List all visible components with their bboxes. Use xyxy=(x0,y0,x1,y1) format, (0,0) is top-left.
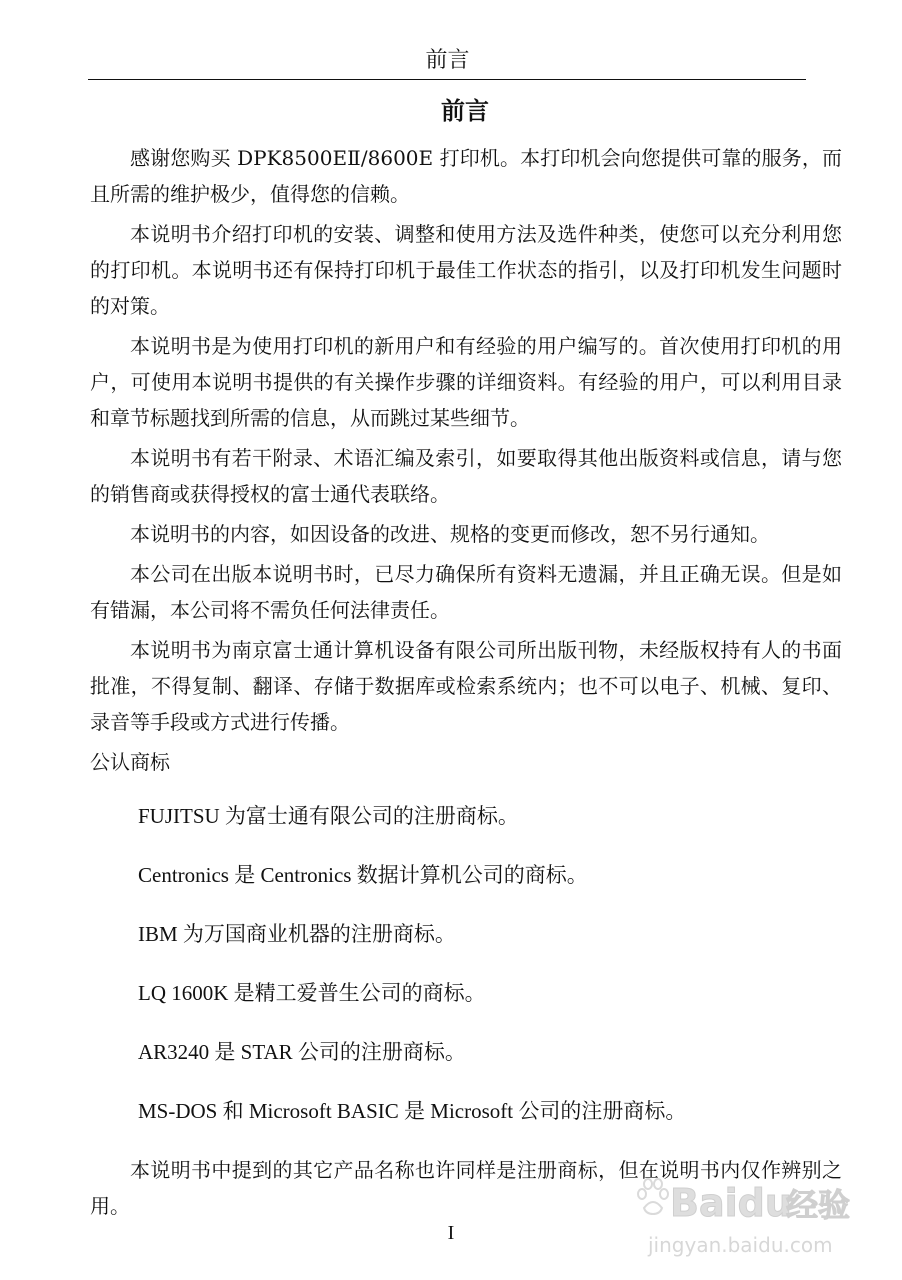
running-header: 前言 xyxy=(425,48,470,73)
watermark-brand-cn: 经验 xyxy=(786,1186,851,1224)
paragraph: 本说明书介绍打印机的安装、调整和使用方法及选件种类，使您可以充分利用您的打印机。本说明书还有保持打印机于最佳工作状态的指引，以及打印机发生问题时的对策。 xyxy=(90,222,842,318)
trademark-list xyxy=(90,798,842,1129)
trademark-item: IBM 为万国商业机器的注册商标。 xyxy=(138,922,456,946)
paragraph: 本说明书有若干附录、术语汇编及索引，如要取得其他出版资料或信息，请与您的销售商或获得授权的富士通代表联络。 xyxy=(90,446,842,506)
paragraph: 本公司在出版本说明书时，已尽力确保所有资料无遗漏，并且正确无误。但是如有错漏，本公司将不需负任何法律责任。 xyxy=(90,562,842,622)
closing-paragraph: 本说明书中提到的其它产品名称也许同样是注册商标，但在说明书内仅作辨别之用。 xyxy=(90,1158,842,1218)
baidu-jingyan-watermark xyxy=(636,1160,876,1270)
document-body xyxy=(90,140,842,1228)
paragraph: 感谢您购买 DPK8500EⅡ/8600E 打印机。本打印机会向您提供可靠的服务，而且所需的维护极少，值得您的信赖。 xyxy=(90,146,842,206)
trademark-item: Centronics 是 Centronics 数据计算机公司的商标。 xyxy=(138,863,588,887)
paragraph: 本说明书是为使用打印机的新用户和有经验的用户编写的。首次使用打印机的用户，可使用本说明书提供的有关操作步骤的详细资料。有经验的用户，可以利用目录和章节标题找到所需的信息，从而跳过某些细节。 xyxy=(90,334,842,430)
page-number: I xyxy=(447,1222,455,1244)
trademark-item: MS-DOS 和 Microsoft BASIC 是 Microsoft 公司的注册商标。 xyxy=(138,1099,687,1123)
page-title: 前言 xyxy=(441,97,489,125)
trademark-item: AR3240 是 STAR 公司的注册商标。 xyxy=(138,1040,466,1064)
trademark-item: LQ 1600K 是精工爱普生公司的商标。 xyxy=(138,981,486,1005)
trademarks-heading: 公认商标 xyxy=(90,750,170,774)
paragraph: 本说明书的内容，如因设备的改进、规格的变更而修改，恕不另行通知。 xyxy=(130,522,770,546)
paragraph: 本说明书为南京富士通计算机设备有限公司所出版刊物，未经版权持有人的书面批准，不得复制、翻译、存储于数据库或检索系统内；也不可以电子、机械、复印、录音等手段或方式进行传播。 xyxy=(90,638,842,734)
trademark-item: FUJITSU 为富士通有限公司的注册商标。 xyxy=(138,804,519,828)
watermark-logo xyxy=(636,1160,876,1270)
watermark-brand: Baidu xyxy=(670,1181,792,1225)
header-rule xyxy=(88,79,806,80)
watermark-url: jingyan.baidu.com xyxy=(648,1233,833,1257)
